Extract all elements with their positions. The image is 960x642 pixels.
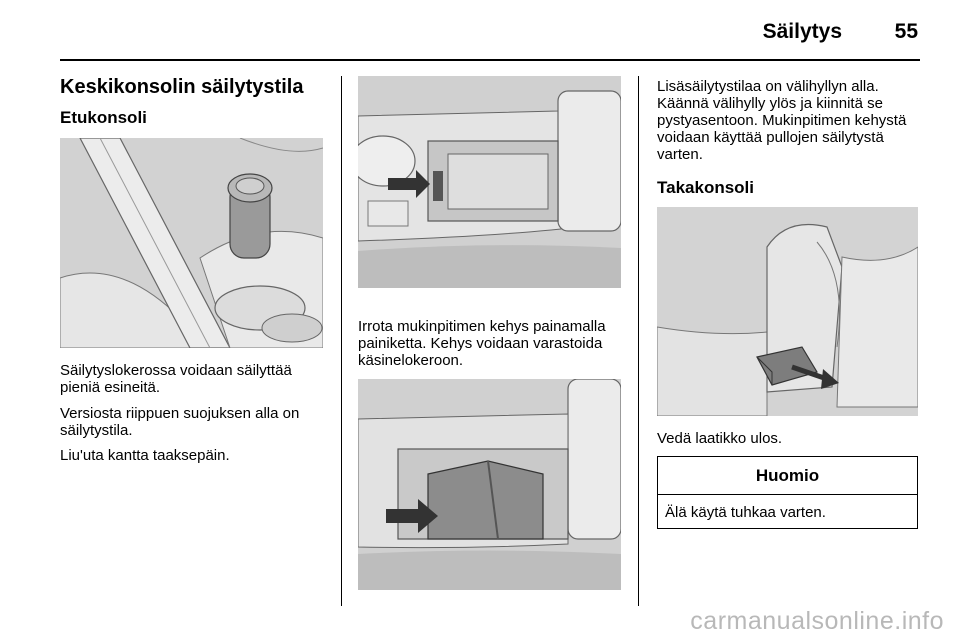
column-divider-1: [341, 76, 342, 606]
paragraph: Versiosta riippuen suojuksen alla on säilytystila.: [60, 405, 300, 439]
cupholder-frame-illustration: [358, 76, 621, 288]
subheading-front-console: Etukonsoli: [60, 108, 147, 127]
header-divider: [60, 59, 920, 61]
note-box: [657, 456, 918, 529]
paragraph: Vedä laatikko ulos.: [657, 430, 783, 447]
paragraph: Liu'uta kantta taaksepäin.: [60, 447, 230, 464]
storage-stowed-frame-illustration: [358, 379, 621, 590]
page-header-title: Säilytys: [762, 20, 842, 43]
paragraph: Lisäsäilytystilaa on välihyllyn alla. Käännä välihylly ylös ja kiinnitä se pystyasentoon. Mukinpitimen kehystä voidaan käyttää pullojen säilytystä varten.: [657, 78, 907, 163]
note-text: Älä käytä tuhkaa varten.: [665, 504, 826, 521]
paragraph: Säilytyslokerossa voidaan säilyttää pieniä esineitä.: [60, 362, 292, 396]
page-number: 55: [894, 20, 918, 43]
paragraph: Irrota mukinpitimen kehys painamalla painiketta. Kehys voidaan varastoida käsinelokeroon.: [358, 318, 606, 369]
subheading-rear-console: Takakonsoli: [657, 178, 754, 197]
section-heading: Keskikonsolin säilytystila: [60, 76, 304, 98]
front-console-illustration: [60, 138, 323, 348]
column-divider-2: [638, 76, 639, 606]
watermark-link[interactable]: carmanualsonline.info: [690, 607, 944, 635]
rear-console-illustration: [657, 207, 918, 416]
note-title: Huomio: [658, 457, 917, 495]
